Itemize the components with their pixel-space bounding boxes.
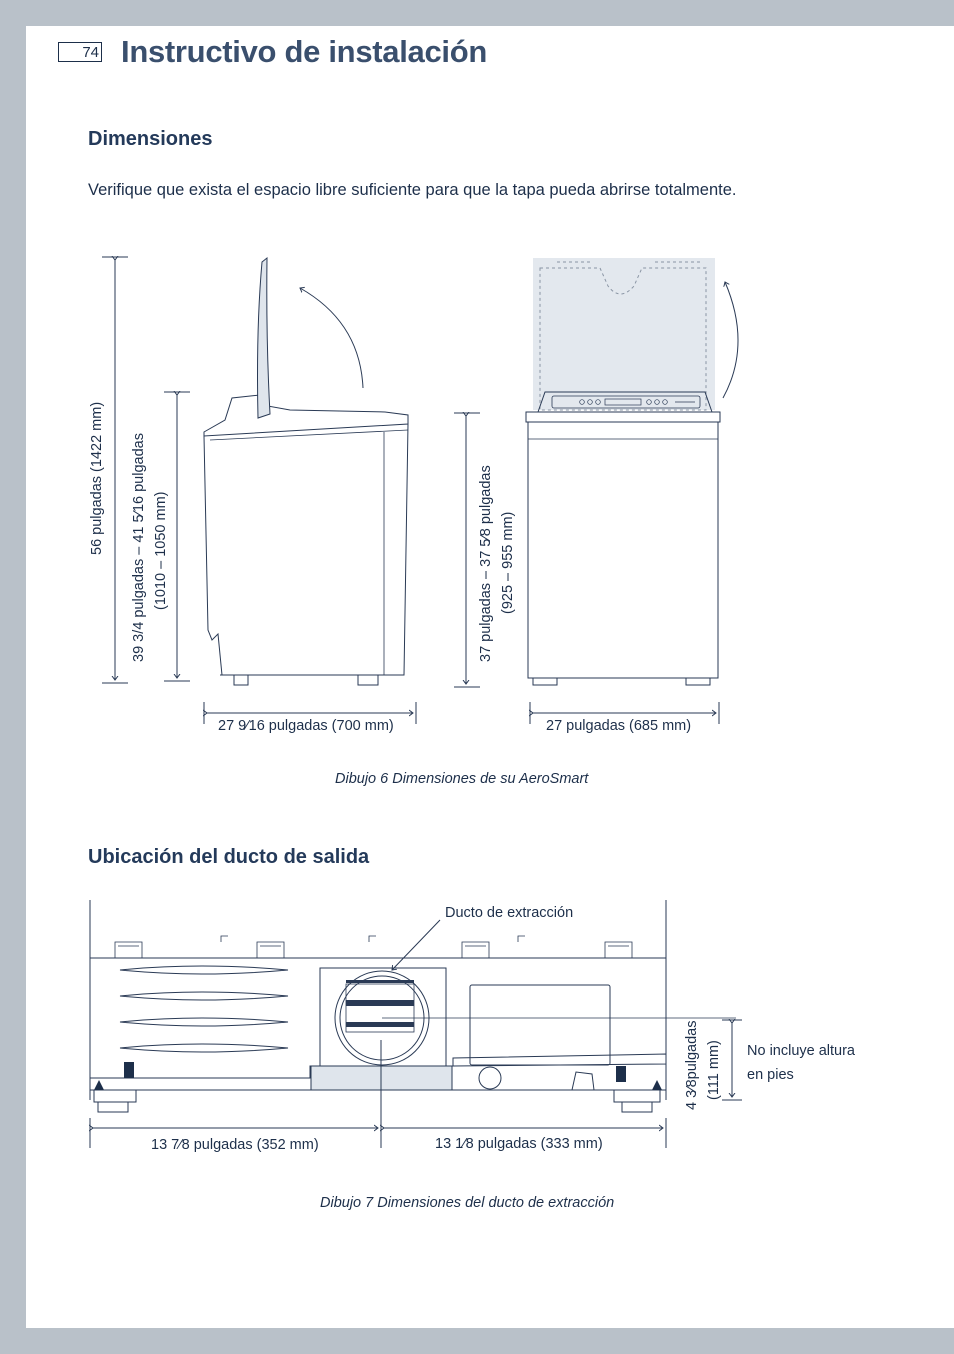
front-height-label-line2: (925 – 955 mm) <box>500 511 516 614</box>
duct-right-distance-label: 13 1⁄8 pulgadas (333 mm) <box>435 1136 603 1152</box>
section-heading-dimensions: Dimensiones <box>88 128 213 150</box>
feet-note-line1: No incluye altura <box>747 1043 855 1059</box>
side-width-label: 27 9⁄16 pulgadas (700 mm) <box>218 718 394 734</box>
duct-height-dimension-line <box>722 1020 742 1100</box>
dimensions-paragraph: Verifique que exista el espacio libre suficiente para que la tapa pueda abrirse totalmente. <box>88 181 737 199</box>
duct-height-label-line1: 4 3⁄8pulgadas <box>684 1020 700 1110</box>
washer-bottom-view <box>90 900 736 1112</box>
section-heading-duct: Ubicación del ducto de salida <box>88 846 370 868</box>
total-height-label: 56 pulgadas (1422 mm) <box>89 401 105 555</box>
side-height-label-line1: 39 3/4 pulgadas – 41 5⁄16 pulgadas <box>131 433 147 662</box>
front-width-label: 27 pulgadas (685 mm) <box>546 718 692 734</box>
feet-note-line2: en pies <box>747 1067 794 1083</box>
duct-callout-label: Ducto de extracción <box>445 905 574 921</box>
figure-7-caption: Dibujo 7 Dimensiones del ducto de extracción <box>320 1195 615 1211</box>
page-number: 74 <box>58 42 102 62</box>
page-title: Instructivo de instalación <box>121 34 488 69</box>
duct-height-label-line2: (111 mm) <box>706 1040 722 1100</box>
side-height-label-line2: (1010 – 1050 mm) <box>153 491 169 610</box>
front-height-label-line1: 37 pulgadas – 37 5⁄8 pulgadas <box>478 465 494 662</box>
duct-left-distance-label: 13 7⁄8 pulgadas (352 mm) <box>151 1137 319 1153</box>
duct-horizontal-dimension-lines <box>90 1040 666 1148</box>
figure-6-caption: Dibujo 6 Dimensiones de su AeroSmart <box>335 771 589 787</box>
